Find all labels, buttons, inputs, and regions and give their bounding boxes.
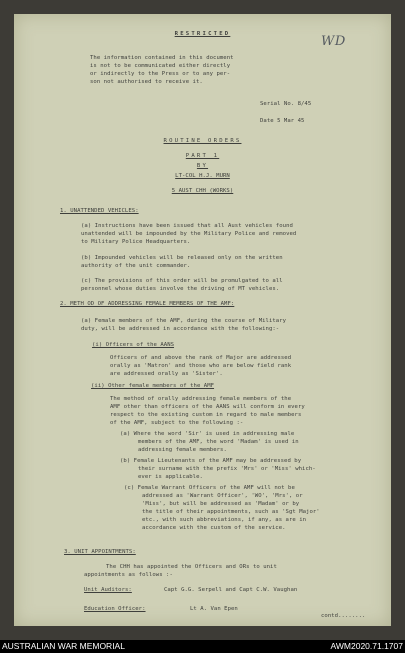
paragraph-line: etc., with such abbreviations, if any, as are in bbox=[142, 517, 307, 523]
orders-commander: LT-COL H.J. MURN bbox=[175, 173, 230, 179]
paragraph-line: (a) Instructions have been issued that all Aust vehicles found bbox=[81, 223, 293, 229]
paragraph-line: 'Miss', but will be addressed as 'Madam' or by bbox=[142, 501, 300, 507]
paragraph-line: are addressed orally as 'Sister'. bbox=[110, 371, 223, 377]
paragraph-line: (c) The provisions of this order will be promulgated to all bbox=[81, 278, 283, 284]
archive-footer bbox=[0, 640, 405, 653]
notice-line: son not authorised to receive it. bbox=[90, 79, 203, 85]
document-page bbox=[14, 14, 391, 626]
paragraph-line: of the AMF, subject to the following :- bbox=[110, 420, 244, 426]
orders-part: PART 1 bbox=[185, 153, 220, 159]
paragraph-line: appointments as follows :- bbox=[84, 572, 173, 578]
document-date: Date 5 Mar 45 bbox=[260, 118, 305, 124]
paragraph-line: accordance with the custom of the service. bbox=[142, 525, 286, 531]
serial-number: Serial No. 8/45 bbox=[260, 101, 312, 107]
classification-heading: RESTRICTED bbox=[174, 31, 231, 37]
paragraph-line: (c) Female Warrant Officers of the AMF will not be bbox=[124, 485, 295, 491]
paragraph-line: orally as 'Matron' and those who are below field rank bbox=[110, 363, 292, 369]
paragraph-line: their surname with the prefix 'Mrs' or 'Miss' which- bbox=[138, 466, 316, 472]
auditors-label: Unit Auditors: bbox=[84, 587, 132, 593]
auditors-value: Capt G.G. Serpell and Capt C.W. Vaughan bbox=[164, 587, 298, 593]
section-heading: 2. METH OD OF ADDRESSING FEMALE MEMBERS OF THE AMF: bbox=[60, 301, 235, 307]
handwritten-initials: WD bbox=[321, 34, 346, 49]
paragraph-line: respect to the existing custom in regard to male members bbox=[110, 412, 302, 418]
archive-reference: AWM2020.71.1707 bbox=[330, 641, 403, 651]
notice-line: is not to be communicated either directly bbox=[90, 63, 231, 69]
paragraph-line: ever is applicable. bbox=[138, 474, 203, 480]
paragraph-line: (b) Female Lieutenants of the AMF may be addressed by bbox=[120, 458, 302, 464]
section-heading: 3. UNIT APPOINTMENTS: bbox=[64, 549, 136, 555]
paragraph-line: unattended will be impounded by the Military Police and removed bbox=[81, 231, 297, 237]
education-label: Education Officer: bbox=[84, 606, 146, 612]
paragraph-line: members of the AMF, the word 'Madam' is used in bbox=[138, 439, 299, 445]
archive-source: AUSTRALIAN WAR MEMORIAL bbox=[2, 641, 125, 651]
paragraph-line: (b) Impounded vehicles will be released only on the written bbox=[81, 255, 283, 261]
paragraph-line: personnel whose duties involve the driving of MT vehicles. bbox=[81, 286, 280, 292]
orders-title: ROUTINE ORDERS bbox=[163, 138, 242, 144]
paragraph-line: The method of orally addressing female members of the bbox=[110, 396, 292, 402]
orders-by: BY bbox=[196, 163, 209, 169]
paragraph-line: the title of their appointments, such as 'Sgt Major' bbox=[142, 509, 320, 515]
notice-line: The information contained in this document bbox=[90, 55, 234, 61]
section-heading: 1. UNATTENDED VEHICLES: bbox=[60, 208, 139, 214]
orders-unit: 5 AUST CHH (WORKS) bbox=[171, 188, 234, 194]
notice-line: or indirectly to the Press or to any per- bbox=[90, 71, 231, 77]
paragraph-line: (a) Female members of the AMF, during the course of Military bbox=[81, 318, 287, 324]
subheading-other-members: (ii) Other female members of the AMF bbox=[91, 383, 215, 389]
paragraph-line: Officers of and above the rank of Major are addressed bbox=[110, 355, 292, 361]
subheading-aans: (i) Officers of the AANS bbox=[92, 342, 175, 348]
paragraph-line: addressed as 'Warrant Officer', 'WO', 'Mrs', or bbox=[142, 493, 303, 499]
paragraph-line: The CHH has appointed the Officers and ORs to unit bbox=[106, 564, 277, 570]
paragraph-line: addressing female members. bbox=[138, 447, 227, 453]
paragraph-line: authority of the unit commander. bbox=[81, 263, 191, 269]
continued-marker: contd........ bbox=[321, 613, 366, 619]
paragraph-line: AMF other than officers of the AANS will conform in every bbox=[110, 404, 305, 410]
paragraph-line: duty, will be addressed in accordance with the following:- bbox=[81, 326, 280, 332]
education-value: Lt A. Van Epen bbox=[190, 606, 238, 612]
paragraph-line: to Military Police Headquarters. bbox=[81, 239, 191, 245]
paragraph-line: (a) Where the word 'Sir' is used in addressing male bbox=[120, 431, 295, 437]
